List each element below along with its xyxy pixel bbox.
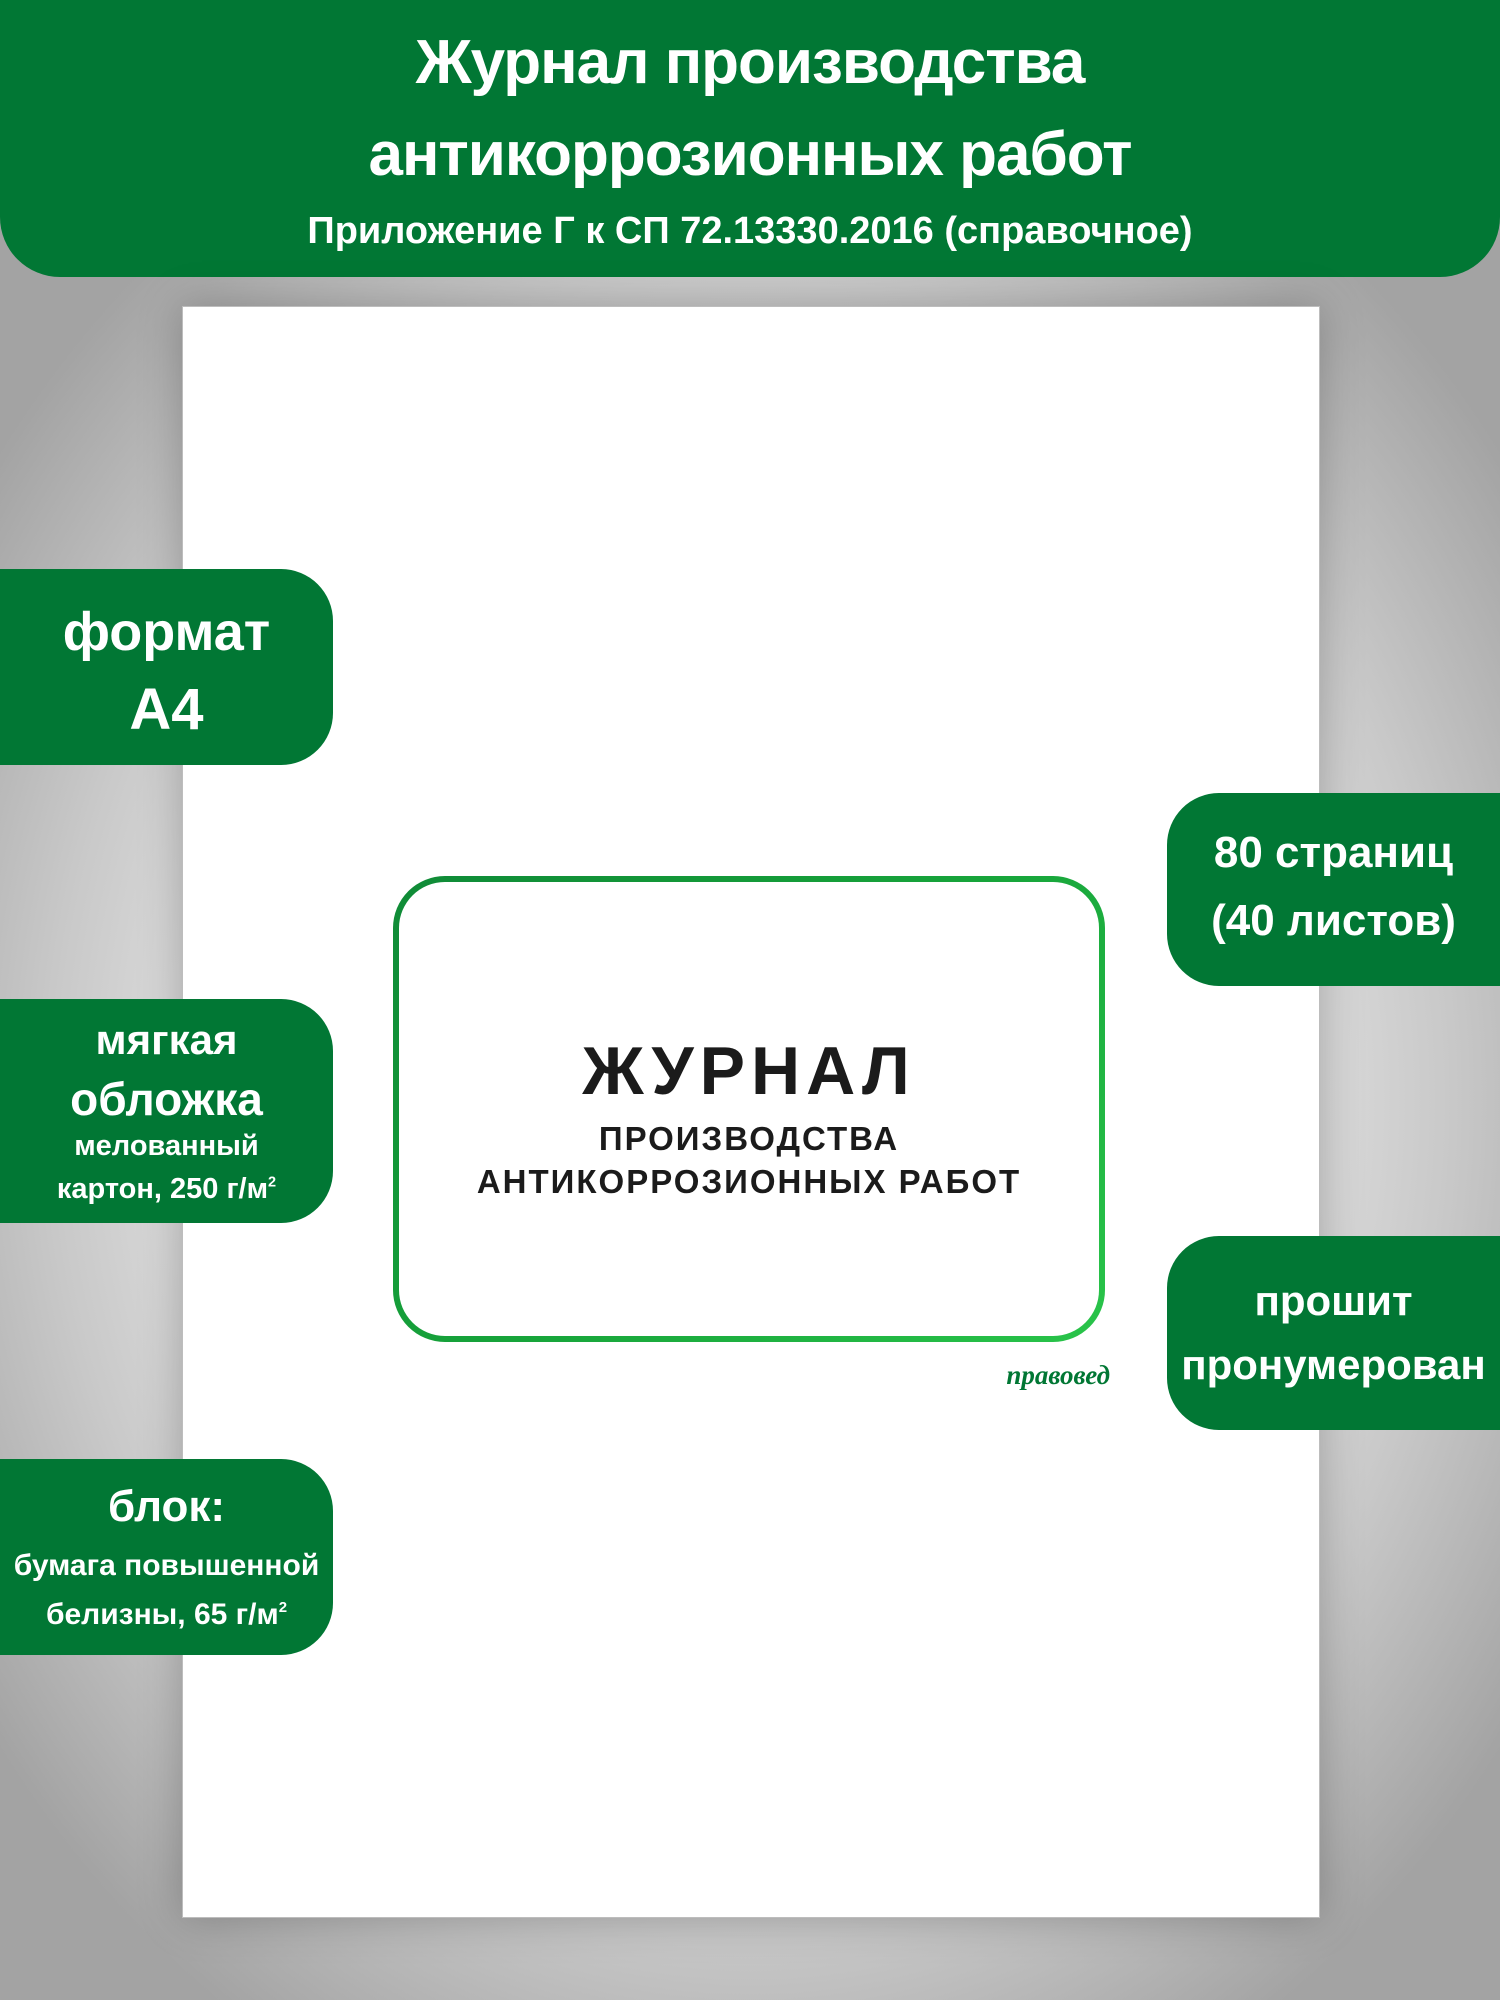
cover-title: ЖУРНАЛ	[582, 1033, 916, 1109]
cover-subtitle-line1: ПРОИЗВОДСТВА	[598, 1120, 900, 1157]
block-badge	[0, 1459, 333, 1655]
banner-title-line1: Журнал производства	[415, 28, 1085, 97]
pages-badge	[1167, 793, 1500, 986]
cover-type-line1: мягкая	[95, 1016, 238, 1063]
binding-badge	[1167, 1236, 1500, 1430]
cover-type-badge	[0, 999, 333, 1223]
cover-subtitle-line2: АНТИКОРРОЗИОННЫХ РАБОТ	[476, 1163, 1022, 1200]
format-badge-line1: формат	[62, 602, 271, 662]
cover-type-line4: картон, 250 $г/м^2$	[56, 1173, 277, 1205]
header-banner	[0, 0, 1500, 277]
cover-type-line2: обложка	[70, 1073, 263, 1125]
banner-subtitle: Приложение Г к СП 72.13330.2016 (справочное)	[307, 210, 1193, 252]
brand-logo: правовед	[1006, 1360, 1110, 1390]
block-badge-line3: белизны, 65 $г/м^2$	[45, 1598, 288, 1631]
format-badge	[0, 569, 333, 765]
banner-title-line2: антикоррозионных работ	[368, 120, 1132, 189]
cover-title-frame	[393, 876, 1105, 1342]
binding-badge-line2: пронумерован	[1181, 1341, 1486, 1388]
pages-badge-line2: (40 листов)	[1211, 896, 1456, 945]
pages-badge-line1: 80 страниц	[1213, 828, 1454, 877]
binding-badge-line1: прошит	[1254, 1277, 1413, 1324]
block-badge-line1: блок:	[107, 1482, 225, 1531]
format-badge-line2: А4	[129, 677, 204, 742]
cover-type-line3: мелованный	[74, 1130, 259, 1162]
block-badge-line2: бумага повышенной	[13, 1549, 320, 1582]
